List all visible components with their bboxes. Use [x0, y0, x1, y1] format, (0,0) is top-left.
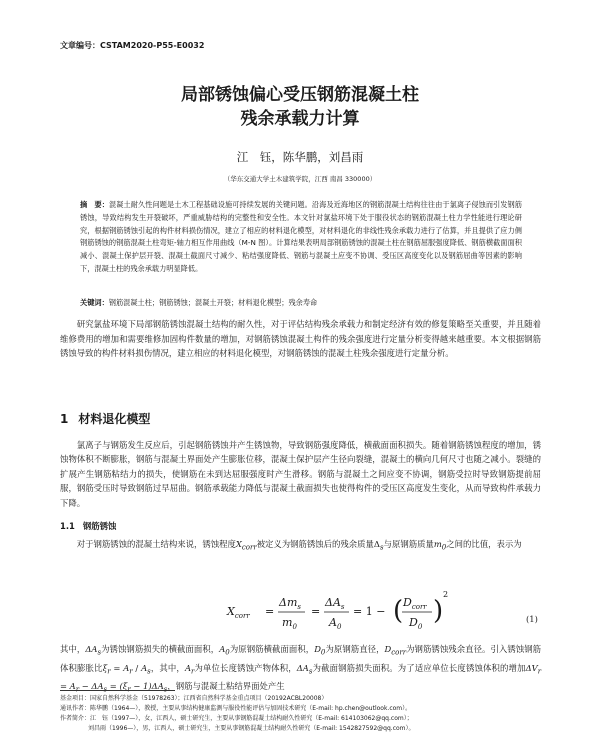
text-run: ，钢筋与混凝土粘结界面处产生	[167, 681, 285, 692]
symbol-sub: r	[191, 667, 195, 676]
symbol-sub: s	[103, 686, 108, 695]
text-run: =	[110, 662, 124, 673]
text-run: 为单位长度锈蚀产物体积，	[194, 662, 297, 673]
keywords-text: 钢筋混凝土柱；钢筋锈蚀；混凝土开裂；材料退化模型；残余寿命	[108, 298, 318, 307]
eq-den3: $D_0$	[409, 616, 423, 631]
footnote-rule	[60, 690, 175, 691]
symbol-base: A	[123, 662, 130, 673]
symbol-sub: corr	[391, 648, 407, 657]
symbol-sub: 0	[320, 648, 326, 657]
eq-paren-left: (	[393, 596, 404, 626]
paper-title-line2: 残余承载力计算	[240, 109, 360, 129]
subsection-title: 钢筋锈蚀	[82, 521, 117, 531]
symbol-sub: s	[308, 667, 313, 676]
symbol-sub: r	[75, 686, 80, 695]
symbol-base: m	[433, 539, 442, 549]
abstract	[80, 199, 522, 276]
symbol-base: − 1)ΔA	[130, 681, 164, 692]
eq-den1: $m_0$	[282, 616, 297, 631]
equation-1	[225, 584, 475, 640]
text-run: 之间的比值，表示为	[446, 539, 522, 549]
eq-num1: $\Delta m_s$	[279, 596, 301, 611]
symbol-base: ΔV	[525, 662, 538, 673]
symbol-sub: 0	[225, 648, 230, 657]
footnote-fund: 基金项目：国家自然科学基金（51978263）；江西省自然科学基金重点项目（20192ACBL20008）	[60, 695, 328, 702]
keywords	[80, 298, 522, 308]
symbol-base: D	[314, 644, 321, 654]
text-run: 为原钢筋直径，	[325, 644, 385, 654]
text-run: 为截面钢筋损失面积。为了适应单位长度锈蚀体积的增加	[312, 662, 526, 673]
affiliation: （华东交通大学土木建筑学院，江西 南昌 330000）	[223, 175, 377, 183]
intro-paragraph: 研究氯盐环境下局部钢筋锈蚀混凝土结构的耐久性，对于评估结构残余承载力和制定经济有效的修复策略至关重要，并且随着维修费用的增加和需要维修加固构件数量的增加，对钢筋锈蚀混凝土构件的残余强度进行定量分析变得越来越重要。本文根据钢筋锈蚀导致的构件材料损伤情况，建立相应的材料退化模型，对钢筋锈蚀的混凝土柱残余强度进行定量分析。	[60, 319, 541, 359]
symbol-sub: corr	[241, 543, 257, 552]
eq-equals: =	[265, 605, 275, 618]
symbol-base: = (ξ	[107, 681, 128, 692]
symbol-base: ΔA	[296, 662, 309, 673]
symbol-m0	[433, 539, 447, 552]
eq-lhs: $X_{corr}$	[227, 605, 250, 620]
eq-num3: $D_{corr}$	[403, 596, 427, 611]
eq-one-minus: = 1 −	[353, 605, 386, 618]
symbol-base: A	[184, 662, 192, 673]
footnote-author2: 刘昌雨（1996—），男，江西人，硕士研究生，主要从事钢筋混凝土结构耐久性研究（E-mail: 1542827592@qq.com）。	[88, 725, 415, 732]
symbol-base: ξ	[102, 662, 108, 673]
text-run: 对于钢筋锈蚀的混凝土结构来说，锈蚀程度	[76, 539, 236, 549]
text-run: 为原钢筋横截面面积，	[229, 644, 315, 654]
symbol-sub: s	[163, 686, 168, 695]
symbol-base: X	[235, 539, 242, 549]
symbol-sub: 0	[441, 543, 447, 552]
section-heading-1	[60, 410, 150, 427]
abstract-label: 摘 要：	[80, 200, 109, 209]
footnote-corresponding: 通讯作者：陈华鹏（1964—），教授，主要从事结构健康监测与服役性能评估与加固技术研究（E-mail: hp.chen@outlook.com）。	[60, 705, 412, 712]
eq-paren-right: )	[433, 596, 444, 626]
text-run: 其中，	[60, 644, 86, 654]
symbol-sub: r	[107, 667, 111, 676]
symbol-base: ΔA	[85, 644, 98, 654]
symbol-sub: s	[97, 648, 102, 657]
subsection-number: 1.1	[60, 521, 75, 531]
footnotes	[60, 694, 541, 734]
text-run: 为锈蚀钢筋损失的横截面面积，	[101, 644, 220, 654]
eq-den2: $A_0$	[329, 616, 342, 631]
text-run: ，其中，	[150, 662, 185, 673]
section-number: 1	[60, 412, 69, 426]
eq-equals-2: =	[311, 605, 321, 618]
text-run: 被定义为钢筋锈蚀后的残余质量Δ	[256, 539, 380, 549]
article-id: 文章编号：CSTAM2020-P55-E0032	[60, 41, 205, 50]
eq-num2: $\Delta A_s$	[325, 596, 345, 611]
symbol-sub: s	[147, 667, 151, 676]
eq-power: 2	[443, 590, 449, 599]
text-run: /	[132, 662, 142, 673]
subsection-paragraph	[60, 537, 541, 556]
symbol-base: D	[384, 644, 392, 654]
section-title: 材料退化模型	[78, 412, 151, 426]
keywords-label: 关键词：	[80, 298, 109, 307]
symbol-sub: r	[127, 686, 131, 695]
paper-title-line1: 局部锈蚀偏心受压钢筋混凝土柱	[181, 85, 419, 105]
text-run: 与原钢筋质量	[383, 539, 434, 549]
section1-paragraph: 氯离子与钢筋发生反应后，引起钢筋锈蚀并产生锈蚀物，导致钢筋强度降低，横截面面积损失。随着钢筋锈蚀程度的增加，锈蚀物体积不断膨胀，钢筋与混凝土界面处产生膨胀位移，混凝土保护层产生径向裂缝，混凝土的横向几何尺寸也随之减小。裂缝的扩展产生钢筋粘结力的损失，使钢筋在未到达屈服强度时产生滑移。钢筋与混凝土之间应变不协调，钢筋受拉时导致钢筋提前屈服，钢筋受压时导致钢筋过早屈曲。钢筋承载能力降低与混凝土截面损失也使得构件的受压区高度发生变化，从而导致构件承载力下降。	[60, 440, 541, 508]
symbol-sub: r	[537, 667, 542, 676]
authors: 江 钰，陈华鹏，刘昌雨	[236, 150, 364, 164]
subsection-heading-1-1	[60, 520, 116, 532]
text-run: 为钢筋锈蚀残余直径。引入锈蚀钢筋体积膨胀比	[60, 644, 542, 673]
symbol-sub: r	[129, 667, 133, 676]
symbol-base: A	[219, 644, 226, 654]
footnote-author1: 作者简介：江 钰（1997—），女，江西人，硕士研究生，主要从事钢筋混凝土结构耐久性研究（E-mail: 614103062@qq.com）；	[60, 715, 413, 722]
symbol-base: A	[141, 662, 148, 673]
equation-number: (1)	[526, 614, 538, 624]
symbol-xcorr	[235, 539, 257, 552]
symbol-base: = A	[60, 681, 76, 692]
symbol-base: − ΔA	[79, 681, 104, 692]
symbol-sub: s	[380, 543, 384, 552]
abstract-text: 混凝土耐久性问题是土木工程基础设施可持续发展的关键问题。沿海及近海地区的钢筋混凝土结构往往由于氯离子侵蚀而引发钢筋锈蚀，导致结构发生开裂破坏，严重威胁结构的完整性和安全性。本文针对氯盐环境下处于服役状态的钢筋混凝土柱力学性能进行理论研究，根据钢筋锈蚀引起的构件材料损伤情况，建立了相应的材料退化模型，对材料退化的非线性残余承载力进行了估算，并且提供了应力侧钢筋锈蚀的钢筋混凝土柱弯矩-轴力相互作用曲线（M-N 图）。计算结果表明局部钢筋锈蚀的混凝土柱在钢筋屈服强度降低、钢筋横截面面积减小、混凝土保护层开裂、混凝土截面尺寸减少、粘结强度降低、钢筋与混凝土应变不协调、受压区高度变化以及钢筋屈曲等因素的影响下，混凝土柱的残余承载力明显降低。	[80, 200, 522, 273]
